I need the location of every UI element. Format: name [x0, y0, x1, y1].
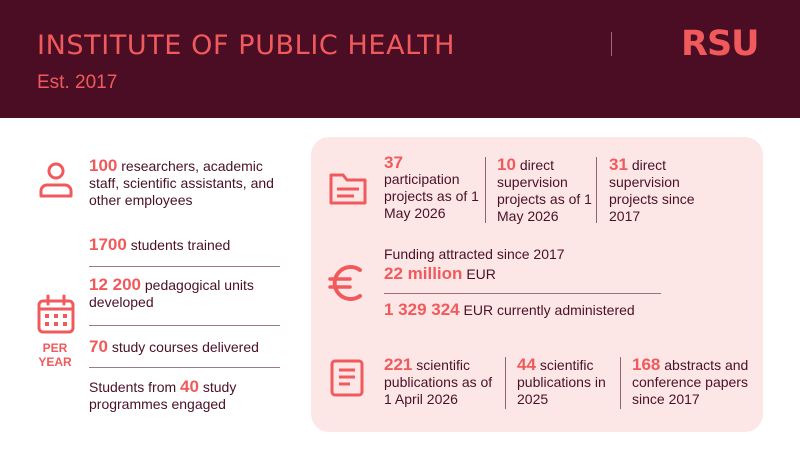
- programmes-stat: [89, 378, 264, 413]
- funding-amount-line: [384, 265, 654, 283]
- students-number: 1700: [89, 235, 127, 254]
- column-separator: [505, 357, 506, 409]
- divider-line: [89, 367, 280, 368]
- divider-line: [89, 266, 280, 267]
- project-number-3: 31: [609, 155, 628, 174]
- header-divider: [611, 32, 612, 56]
- staff-number: 100: [89, 156, 118, 175]
- project-stat-2: [497, 156, 595, 225]
- project-label-2: direct supervision projects as of 1 May 2026: [497, 157, 592, 224]
- document-icon: [329, 358, 365, 398]
- project-number-1: 37: [384, 153, 403, 172]
- units-stat: [89, 276, 269, 311]
- students-stat: [89, 236, 289, 254]
- funding-unit: EUR: [466, 266, 496, 282]
- euro-icon: [326, 261, 366, 305]
- funding-amount: 22 million: [384, 264, 463, 283]
- column-separator: [620, 357, 621, 409]
- staff-label: researchers, academic staff, scientific assistants, and other employees: [89, 158, 274, 208]
- divider-line: [89, 325, 280, 326]
- publication-number-2: 44: [517, 355, 536, 374]
- publication-stat-1: [384, 356, 502, 408]
- publication-label-1: scientific publications as of 1 April 2026: [384, 357, 493, 407]
- programmes-prefix: Students from: [89, 379, 177, 395]
- calendar-icon: [35, 294, 77, 336]
- project-number-2: 10: [497, 155, 516, 174]
- project-stat-3: [609, 156, 709, 225]
- header-banner: [0, 0, 800, 118]
- project-stat-1: [384, 154, 484, 222]
- funding-caption: Funding attracted since 2017: [384, 246, 565, 262]
- administered-amount: 1 329 324: [384, 300, 460, 319]
- project-label-3: direct supervision projects since 2017: [609, 157, 695, 224]
- publication-label-3: abstracts and conference papers since 2017: [632, 357, 749, 407]
- courses-number: 70: [89, 337, 108, 356]
- administered-line: [384, 301, 674, 319]
- person-icon: [36, 160, 76, 200]
- programmes-label: study programmes engaged: [89, 379, 237, 412]
- per-year-label: PER YEAR: [38, 341, 72, 369]
- publication-label-2: scientific publications in 2025: [517, 357, 606, 407]
- students-label: students trained: [130, 237, 231, 253]
- page-title: INSTITUTE OF PUBLIC HEALTH: [37, 30, 456, 61]
- courses-label: study courses delivered: [111, 339, 259, 355]
- publication-stat-2: [517, 356, 617, 408]
- publication-number-1: 221: [384, 355, 413, 374]
- units-number: 12 200: [89, 275, 141, 294]
- publication-stat-3: [632, 356, 757, 408]
- units-label: pedagogical units developed: [89, 277, 254, 310]
- page-subtitle: Est. 2017: [37, 72, 118, 93]
- rsu-logo: RSU: [681, 24, 759, 64]
- folder-icon: [328, 170, 368, 206]
- staff-stat: [89, 157, 289, 209]
- administered-label: EUR currently administered: [463, 302, 635, 318]
- publication-number-3: 168: [632, 355, 661, 374]
- column-separator: [485, 157, 486, 223]
- column-separator: [596, 157, 597, 223]
- project-label-1: participation projects as of 1 May 2026: [384, 171, 479, 221]
- courses-stat: [89, 338, 289, 356]
- programmes-number: 40: [180, 377, 199, 396]
- divider-line: [384, 293, 661, 294]
